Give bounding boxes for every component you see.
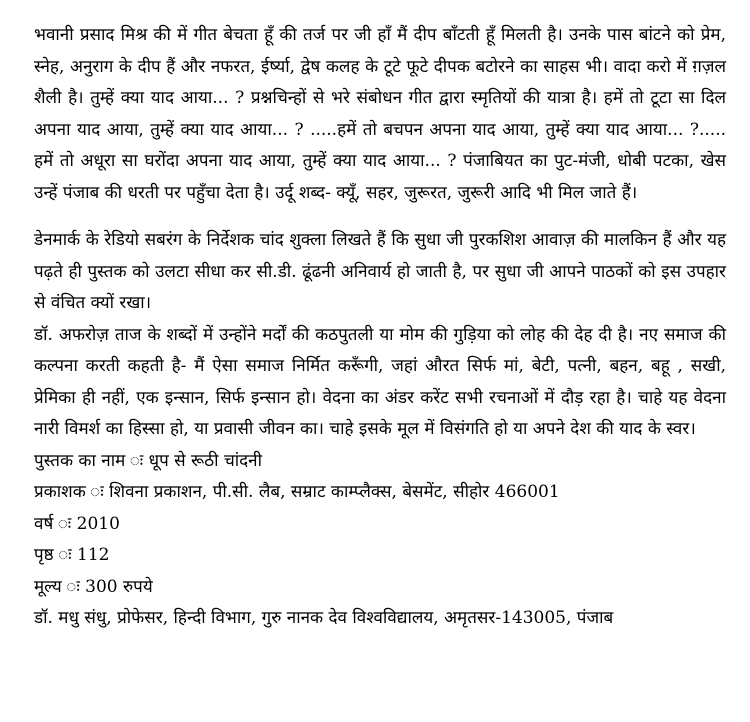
paragraph-radio-quote: डेनमार्क के रेडियो सबरंग के निर्देशक चांद शुक्ला लिखते हैं कि सुधा जी पुरकशिश आवाज़ की मालकिन हैं और यह पढ़ते ही पुस्तक को उलटा सीधा कर सी.डी. ढूंढनी अनिवार्य हो जाती है, पर सुधा जी आपने पाठकों को इस उपहार से वंचित क्यों रखा। [34, 230, 726, 313]
book-details [34, 446, 726, 635]
paragraph-afroz-taj: डॉ. अफरोज़ ताज के शब्दों में उन्होंने मर्दों की कठपुतली या मोम की गुड़िया को लोह की देह दी है। नए समाज की कल्पना करती कहती है- मैं ऐसा समाज निर्मित करूँगी, जहां औरत सिर्फ मां, बेटी, पत्नी, बहन, बहू , सखी, प्रेमिका ही नहीं, एक इन्सान, सिर्फ इन्सान हो। वेदना का अंडर करेंट सभी रचनाओं में दौड़ रहा है। चाहे यह वेदना नारी विमर्श का हिस्सा हो, या प्रवासी जीवन का। चाहे इसके मूल में विसंगति हो या अपने देश की याद के स्वर। [34, 324, 726, 439]
paragraph-review-intro: भवानी प्रसाद मिश्र की में गीत बेचता हूँ की तर्ज पर जी हाँ मैं दीप बाँटती हूँ मिलती है। उनके पास बांटने को प्रेम, स्नेह, अनुराग के दीप हैं और नफरत, ईर्ष्या, द्वेष कलह के टूटे फूटे दीपक बटोरने का साहस भी। वादा करो में ग़ज़ल शैली है। तुम्हें क्या याद आया... ? प्रश्नचिन्हों से भरे संबोधन गीत द्वारा स्मृतियों की यात्रा है। हमें तो टूटा सा दिल अपना याद आया, तुम्हें क्या याद आया... ? .....हमें तो बचपन अपना याद आया, तुम्हें क्या याद आया... ?..... हमें तो अधूरा सा घरोंदा अपना याद आया, तुम्हें क्या याद आया... ? पंजाबियत का पुट-मंजी, धोबी पटका, खेस उन्हें पंजाब की धरती पर पहुँचा देता है। उर्दू शब्द- क्यूँ, सहर, जुरूरत, जुरूरी आदि भी मिल जाते हैं। [34, 25, 726, 203]
author-line: डॉ. मधु संधु, प्रोफेसर, हिन्दी विभाग, गुरु नानक देव विश्वविद्यालय, अमृतसर-143005, पंजाब [34, 608, 614, 628]
year-line: वर्ष ः 2010 [34, 513, 120, 534]
book-title-line: पुस्तक का नाम ः धूप से रूठी चांदनी [34, 450, 263, 471]
pages-line: पृष्ठ ः 112 [34, 545, 110, 565]
publisher-line: प्रकाशक ः शिवना प्रकाशन, पी.सी. लैब, सम्राट काम्प्लैक्स, बेसमेंट, सीहोर 466001 [34, 482, 560, 502]
price-line: मूल्य ः 300 रुपये [34, 576, 153, 597]
document-body [34, 20, 726, 635]
